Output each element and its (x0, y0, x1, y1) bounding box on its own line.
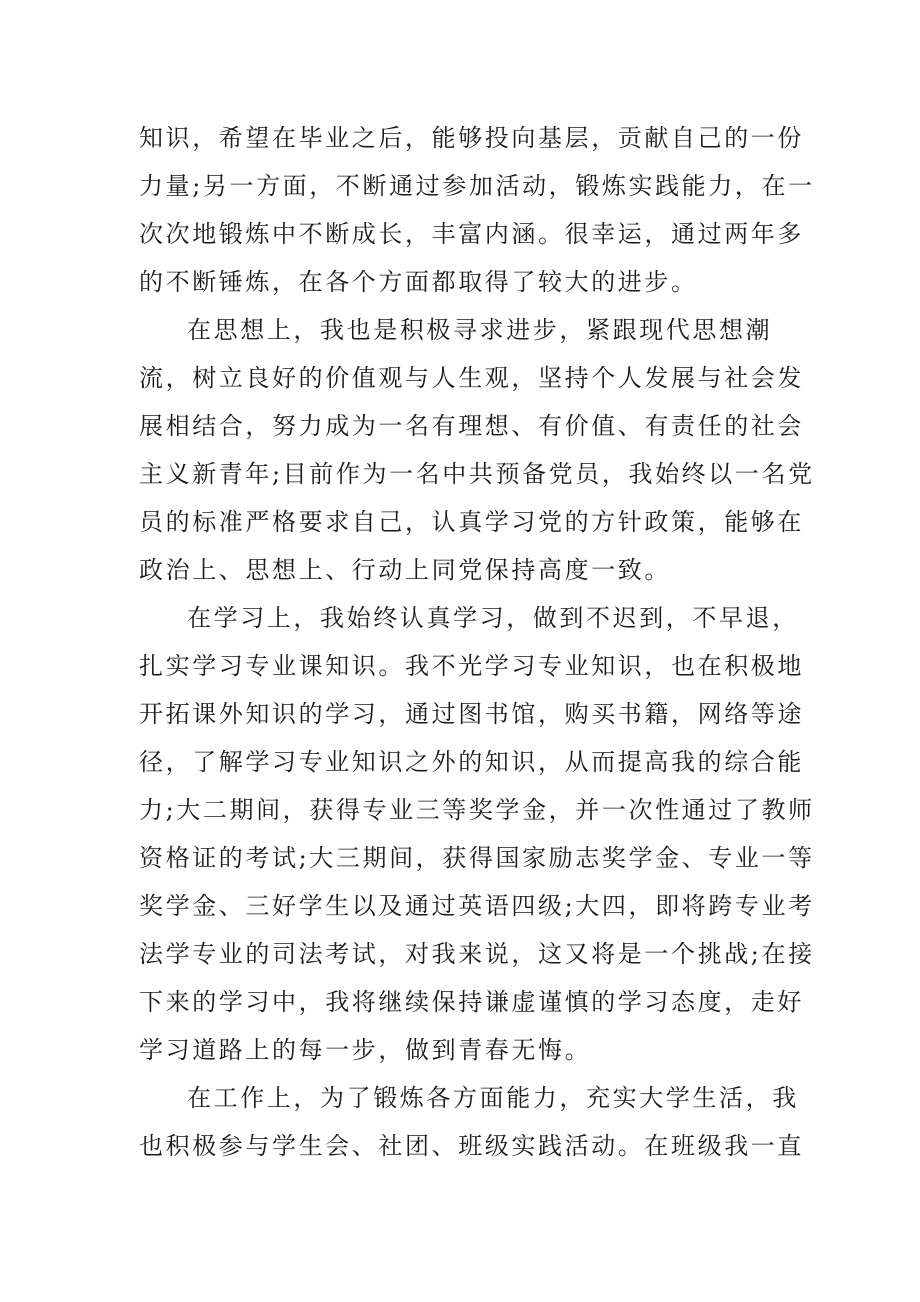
text-line: 展相结合，努力成为一名有理想、有价值、有责任的社会 (139, 412, 804, 440)
text-line: 开拓课外知识的学习，通过图书馆，购买书籍，网络等途 (139, 700, 804, 728)
text-line: 知识，希望在毕业之后，能够投向基层，贡献自己的一份 (139, 124, 804, 152)
text-line: 扎实学习专业课知识。我不光学习专业知识，也在积极地 (139, 652, 804, 680)
text-line: 资格证的考试;大三期间，获得国家励志奖学金、专业一等 (139, 844, 815, 872)
text-line: 力量;另一方面，不断通过参加活动，锻炼实践能力，在一 (139, 172, 815, 200)
text-line: 径，了解学习专业知识之外的知识，从而提高我的综合能 (139, 748, 804, 776)
paragraph-first-line: 在工作上，为了锻炼各方面能力，充实大学生活，我 (187, 1084, 799, 1112)
text-line: 学习道路上的每一步，做到青春无悔。 (139, 1036, 592, 1064)
text-line: 奖学金、三好学生以及通过英语四级;大四，即将跨专业考 (139, 892, 815, 920)
text-line: 员的标准严格要求自己，认真学习党的方针政策，能够在 (139, 508, 804, 536)
text-line: 主义新青年;目前作为一名中共预备党员，我始终以一名党 (139, 460, 815, 488)
text-line: 法学专业的司法考试，对我来说，这又将是一个挑战;在接 (139, 940, 815, 968)
text-line: 的不断锤炼，在各个方面都取得了较大的进步。 (139, 268, 698, 296)
text-line: 力;大二期间，获得专业三等奖学金，并一次性通过了教师 (139, 796, 815, 824)
text-line: 下来的学习中，我将继续保持谦虚谨慎的学习态度，走好 (139, 988, 804, 1016)
paragraph-first-line: 在学习上，我始终认真学习，做到不迟到，不早退， (187, 604, 799, 632)
text-line: 次次地锻炼中不断成长，丰富内涵。很幸运，通过两年多 (139, 220, 804, 248)
text-line: 流，树立良好的价值观与人生观，坚持个人发展与社会发 (139, 364, 804, 392)
text-line: 政治上、思想上、行动上同党保持高度一致。 (139, 556, 671, 584)
text-line: 也积极参与学生会、社团、班级实践活动。在班级我一直 (139, 1132, 804, 1160)
paragraph-first-line: 在思想上，我也是积极寻求进步，紧跟现代思想潮 (187, 316, 773, 344)
